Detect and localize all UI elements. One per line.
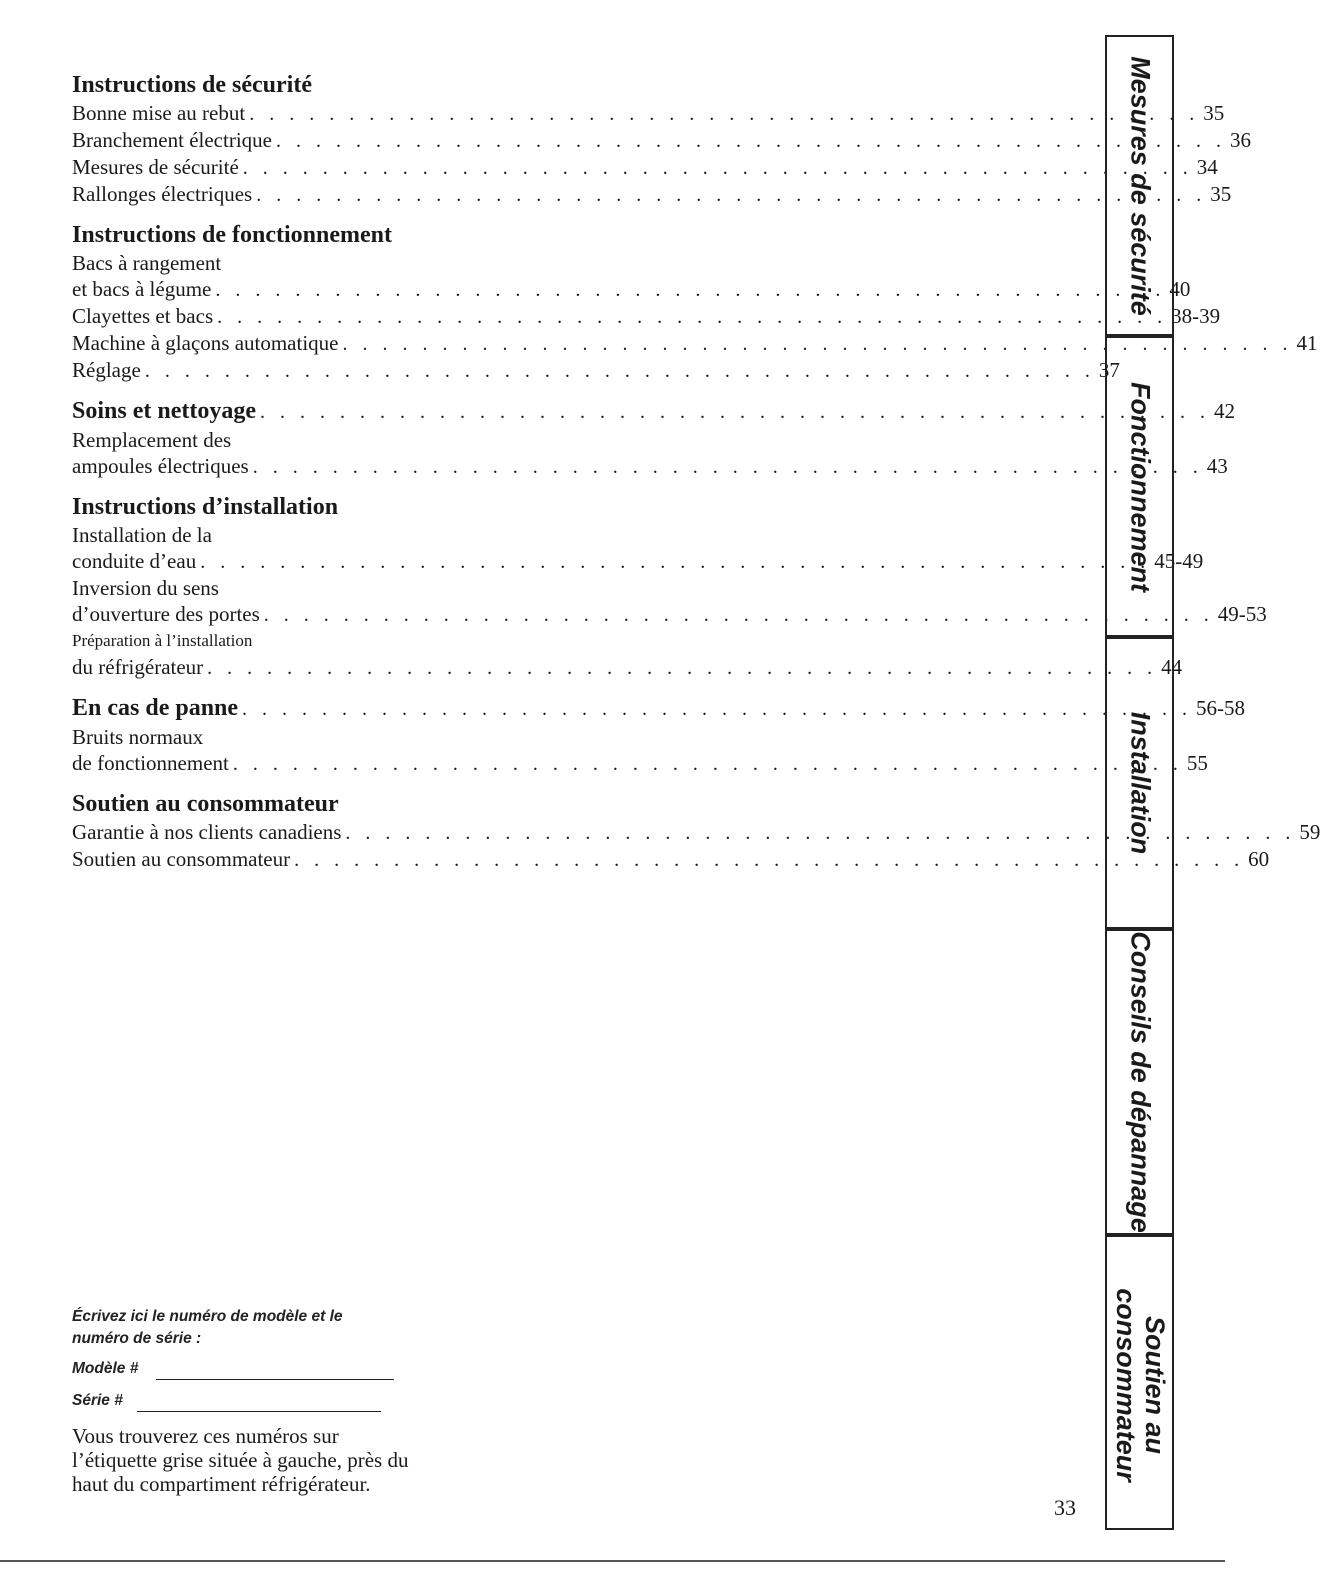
- side-tab[interactable]: [1107, 1237, 1172, 1532]
- toc-entry: [72, 154, 1218, 181]
- page-number: 33: [1054, 1495, 1076, 1520]
- toc-entry: [72, 724, 1208, 777]
- record-note-line: Vous trouverez ces numéros sur: [72, 1424, 339, 1448]
- toc-leader-dots: . . . . . . . . . . . . . . . . . . . . . . . . . . . . . . . . . . . . . . . . . . . . . . . .: [249, 103, 1200, 125]
- side-tab-strip: [1105, 35, 1174, 1530]
- toc-entry: [72, 357, 1120, 384]
- side-tab-label: [1111, 1288, 1169, 1482]
- toc-leader-dots: . . . . . . . . . . . . . . . . . . . . . . . . . . . . . . . . . . . . . . . . . . . . . . . .: [256, 184, 1207, 206]
- toc-entry-page: 45-49: [1154, 549, 1204, 573]
- toc-entry-text: Réglage: [72, 358, 141, 382]
- toc-leader-dots: . . . . . . . . . . . . . . . . . . . . . . . . . . . . . . . . . . . . . . . . . . . . . . . .: [200, 551, 1151, 573]
- toc-entry-text: du réfrigérateur: [72, 655, 204, 679]
- side-tab[interactable]: [1107, 37, 1172, 338]
- side-tab[interactable]: [1107, 639, 1172, 931]
- toc-entry-row: [72, 548, 1204, 575]
- toc-entry-row: [72, 154, 1218, 181]
- toc-section: [72, 220, 1318, 384]
- record-note-line: haut du compartiment réfrigérateur.: [72, 1472, 371, 1496]
- toc-entry: [72, 522, 1204, 575]
- toc-entry-text: Soutien au consommateur: [72, 847, 291, 871]
- toc-entry-text: de fonctionnement: [72, 751, 229, 775]
- toc-entry-page: 34: [1196, 155, 1218, 179]
- toc-section-title-text: Instructions de fonctionnement: [72, 222, 393, 248]
- side-tab-label: [1125, 382, 1154, 592]
- toc-leader-dots: . . . . . . . . . . . . . . . . . . . . . . . . . . . . . . . . . . . . . . . . . . . . . . . .: [294, 849, 1245, 871]
- toc-entry-page: 55: [1186, 751, 1208, 775]
- toc-entry-page: 36: [1229, 128, 1251, 152]
- toc-leader-dots: . . . . . . . . . . . . . . . . . . . . . . . . . . . . . . . . . . . . . . . . . . . . . . . .: [215, 279, 1166, 301]
- toc-section-title: [72, 70, 464, 100]
- toc-entry-row: [72, 654, 1183, 681]
- toc-entry-row: [72, 750, 1208, 777]
- toc-entry-first-line: Bacs à rangement: [72, 251, 222, 275]
- toc-entry-text: Bonne mise au rebut: [72, 101, 246, 125]
- toc-entry-first-line: Installation de la: [72, 523, 212, 547]
- side-tab-label-line: Soutien au: [1139, 1315, 1170, 1454]
- record-note-line: l’étiquette grise située à gauche, près du: [72, 1448, 409, 1472]
- toc-entry-page: 40: [1169, 277, 1191, 301]
- toc-entry-row: [72, 100, 1225, 127]
- serial-number-label: Série #: [72, 1392, 123, 1409]
- side-tab[interactable]: [1107, 931, 1172, 1237]
- toc-entry-page: 59: [1299, 820, 1320, 844]
- record-instruction-line: Écrivez ici le numéro de modèle et le: [72, 1308, 343, 1325]
- toc-entry-row: [72, 357, 1120, 384]
- toc-entry-page: 49-53: [1217, 602, 1267, 626]
- toc-section-title-text: En cas de panne: [72, 695, 239, 721]
- toc-entry-page: 43: [1206, 454, 1228, 478]
- toc-entry-first-line: Bruits normaux: [72, 725, 204, 749]
- toc-leader-dots: . . . . . . . . . . . . . . . . . . . . . . . . . . . . . . . . . . . . . . . . . . . . . . . .: [263, 604, 1214, 626]
- toc-entry-first-line: Inversion du sens: [72, 576, 219, 600]
- toc-section: [72, 789, 1320, 873]
- toc-entry-page: 35: [1210, 182, 1232, 206]
- side-tab-label: [1125, 56, 1154, 316]
- side-tab-label-line: consommateur: [1110, 1287, 1141, 1482]
- toc-section-title: [72, 492, 464, 522]
- bottom-rule: [0, 1560, 1225, 1562]
- toc-entry: [72, 181, 1232, 208]
- toc-entry: [72, 250, 1191, 303]
- toc-entry: [72, 846, 1270, 873]
- toc-entry-page: 60: [1248, 847, 1270, 871]
- toc-section-title-text: Instructions de sécurité: [72, 72, 312, 98]
- toc-section-title: [72, 220, 464, 250]
- toc-entry-row: [72, 276, 1191, 303]
- toc-entry-page: 37: [1098, 358, 1120, 382]
- side-tab-label: [1125, 712, 1154, 855]
- toc-section-title-text: Soins et nettoyage: [72, 398, 256, 424]
- record-instructions: [72, 1306, 472, 1350]
- toc-entry-text: Mesures de sécurité: [72, 155, 239, 179]
- toc-section-title-text: Instructions d’installation: [72, 494, 339, 520]
- toc-entry-row: [72, 127, 1251, 154]
- toc-entry-page: 35: [1203, 101, 1225, 125]
- toc-entry-row: [72, 303, 1221, 330]
- toc-leader-dots: . . . . . . . . . . . . . . . . . . . . . . . . . . . . . . . . . . . . . . . . . . . . . . . .: [345, 822, 1296, 844]
- toc-entry: [72, 819, 1320, 846]
- toc-leader-dots: . . . . . . . . . . . . . . . . . . . . . . . . . . . . . . . . . . . . . . . . . . . . . . . .: [252, 456, 1203, 478]
- toc-entry-text: Rallonges électriques: [72, 182, 253, 206]
- toc-entry-row: [72, 181, 1232, 208]
- toc-entry-page: 38-39: [1171, 304, 1221, 328]
- toc-entry-row: [72, 846, 1270, 873]
- toc-section-page: 42: [1213, 399, 1235, 423]
- toc-entry: [72, 628, 1183, 681]
- toc-entry-text: d’ouverture des portes: [72, 602, 260, 626]
- side-tab-label-line: Installation: [1125, 711, 1155, 855]
- toc-leader-dots: . . . . . . . . . . . . . . . . . . . . . . . . . . . . . . . . . . . . . . . . . . . . . . . .: [275, 130, 1226, 152]
- toc-section-title: [72, 789, 464, 819]
- toc-section: [72, 396, 1235, 480]
- toc-entry: [72, 575, 1267, 628]
- serial-number-field[interactable]: [72, 1392, 472, 1412]
- toc-leader-dots: . . . . . . . . . . . . . . . . . . . . . . . . . . . . . . . . . . . . . . . . . . . . . . . .: [242, 698, 1193, 720]
- toc-entry-first-line: Préparation à l’installation: [72, 631, 253, 650]
- toc-entry: [72, 100, 1225, 127]
- toc-section-title: [72, 396, 1235, 427]
- toc-section: [72, 70, 1251, 208]
- model-number-label: Modèle #: [72, 1360, 139, 1377]
- toc-entry-row: [72, 330, 1318, 357]
- toc-entry-text: conduite d’eau: [72, 549, 197, 573]
- side-tab-label-line: Mesures de sécurité: [1125, 55, 1155, 316]
- toc-entry-text: ampoules électriques: [72, 454, 249, 478]
- toc-section-title: [72, 693, 1246, 724]
- toc-leader-dots: . . . . . . . . . . . . . . . . . . . . . . . . . . . . . . . . . . . . . . . . . . . . . . . .: [144, 360, 1095, 382]
- side-tab-label-line: Fonctionnement: [1125, 381, 1155, 592]
- toc-entry-page: 41: [1296, 331, 1318, 355]
- record-instruction-line: numéro de série :: [72, 1330, 202, 1347]
- toc-entry-row: [72, 601, 1267, 628]
- side-tab[interactable]: [1107, 338, 1172, 639]
- toc-entry-text: Garantie à nos clients canadiens: [72, 820, 342, 844]
- model-number-blank[interactable]: [156, 1361, 394, 1380]
- model-serial-record: [72, 1306, 472, 1496]
- toc-entry-text: Clayettes et bacs: [72, 304, 214, 328]
- side-tab-label: [1125, 931, 1154, 1233]
- record-note: [72, 1424, 472, 1496]
- toc-section: [72, 492, 1267, 681]
- toc-leader-dots: . . . . . . . . . . . . . . . . . . . . . . . . . . . . . . . . . . . . . . . . . . . . . . . .: [259, 401, 1210, 423]
- table-of-contents: [72, 70, 1320, 885]
- toc-entry: [72, 330, 1318, 357]
- toc-leader-dots: . . . . . . . . . . . . . . . . . . . . . . . . . . . . . . . . . . . . . . . . . . . . . . . .: [342, 333, 1293, 355]
- toc-leader-dots: . . . . . . . . . . . . . . . . . . . . . . . . . . . . . . . . . . . . . . . . . . . . . . . .: [207, 657, 1158, 679]
- model-number-field[interactable]: [72, 1360, 472, 1380]
- toc-entry-first-line: Remplacement des: [72, 428, 232, 452]
- toc-entry-row: [72, 819, 1320, 846]
- toc-entry: [72, 127, 1251, 154]
- toc-entry-text: Machine à glaçons automatique: [72, 331, 339, 355]
- toc-leader-dots: . . . . . . . . . . . . . . . . . . . . . . . . . . . . . . . . . . . . . . . . . . . . . . . .: [242, 157, 1193, 179]
- side-tab-label-line: Conseils de dépannage: [1125, 931, 1155, 1233]
- toc-section-title-text: Soutien au consommateur: [72, 791, 339, 817]
- serial-number-blank[interactable]: [137, 1393, 381, 1412]
- toc-leader-dots: . . . . . . . . . . . . . . . . . . . . . . . . . . . . . . . . . . . . . . . . . . . . . . . .: [232, 753, 1183, 775]
- toc-entry-text: et bacs à légume: [72, 277, 212, 301]
- toc-entry-text: Branchement électrique: [72, 128, 272, 152]
- toc-section-page: 56-58: [1196, 696, 1246, 720]
- toc-entry: [72, 303, 1221, 330]
- toc-entry-row: [72, 453, 1228, 480]
- toc-entry-page: 44: [1161, 655, 1183, 679]
- toc-section: [72, 693, 1246, 777]
- toc-entry: [72, 427, 1228, 480]
- toc-leader-dots: . . . . . . . . . . . . . . . . . . . . . . . . . . . . . . . . . . . . . . . . . . . . . . . .: [217, 306, 1168, 328]
